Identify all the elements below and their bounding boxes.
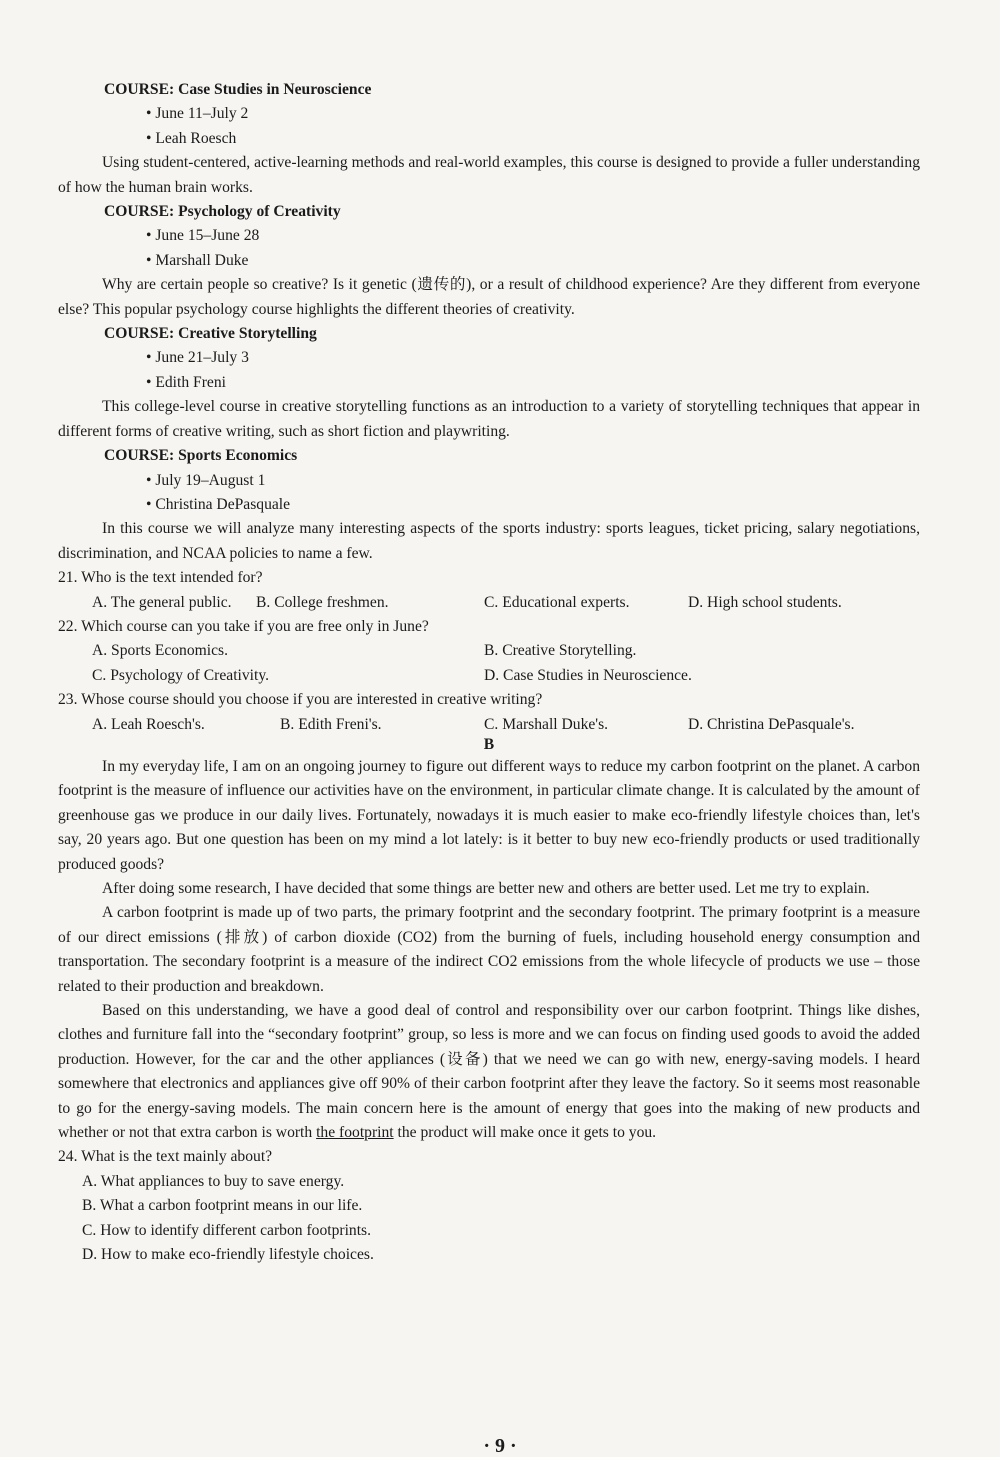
passage-text: Based on this understanding, we have a good deal of control and responsibility over our carbon footprint. Things like dishes, clothes and furniture fall into the “secondary footprint” group, so less is more and we can focus on finding used goods to avoid the added production. However, for the car and the other appliances (设备) that we need we can go with new, energy-saving models. I heard somewhere that electronics and appliances give off 90% of their carbon footprint after they leave the factory. So it seems most reasonable to go for the energy-saving models. The main concern here is the amount of energy that goes into the making of new products and whether or not that extra carbon is worth: [58, 1002, 920, 1142]
question-22-options: [92, 639, 920, 688]
section-heading: B: [483, 735, 495, 753]
option-a[interactable]: A. What appliances to buy to save energy.: [82, 1172, 345, 1190]
course-name: Sports Economics: [178, 447, 298, 465]
course-description: This college-level course in creative storytelling functions as an introduction to a variety of storytelling techniques that appear in different forms of creative writing, such as short fiction and playwriting.: [58, 398, 920, 440]
course-name: Psychology of Creativity: [178, 203, 341, 221]
option-a[interactable]: A. The general public.: [92, 593, 232, 611]
course-title: [104, 200, 920, 224]
passage-paragraph: In my everyday life, I am on an ongoing journey to figure out different ways to reduce my carbon footprint on the planet. A carbon footprint is the measure of influence our activities have on the environment, in particular climate change. It is calculated by the amount of greenhouse gas we produce in our daily lives. Fortunately, nowadays it is much easier to make eco-friendly lifestyle choices than, let's say, 20 years ago. But one question has been on my mind a lot lately: is it better to buy new eco-friendly products or used traditionally produced goods?: [58, 757, 920, 873]
passage-text: the product will make once it gets to you.: [397, 1124, 657, 1142]
passage-paragraph: A carbon footprint is made up of two parts, the primary footprint and the secondary footprint. The primary footprint is a measure of our direct emissions (排放) of carbon dioxide (CO2) from the burning of fuels, including household energy consumption and transportation. The secondary footprint is a measure of the indirect CO2 emissions from the whole lifecycle of products we use – those related to their production and breakdown.: [58, 904, 920, 995]
course-title: [104, 444, 920, 468]
course-teacher: • Marshall Duke: [146, 251, 249, 269]
course-teacher: • Christina DePasquale: [146, 495, 291, 513]
question-21-options: [92, 591, 920, 615]
option-d[interactable]: D. How to make eco-friendly lifestyle choices.: [82, 1246, 374, 1264]
option-a[interactable]: A. Sports Economics.: [92, 642, 229, 660]
course-date: • July 19–August 1: [146, 471, 266, 489]
question-23-options: [92, 713, 920, 737]
course-title: [104, 78, 920, 102]
option-d[interactable]: D. Christina DePasquale's.: [688, 715, 855, 733]
course-description: In this course we will analyze many interesting aspects of the sports industry: sports leagues, ticket pricing, salary negotiations, discrimination, and NCAA policies to name a few.: [58, 520, 920, 562]
option-b[interactable]: B. Creative Storytelling.: [484, 642, 637, 660]
underlined-phrase: the footprint: [316, 1124, 394, 1142]
course-teacher: • Edith Freni: [146, 373, 226, 391]
page-content: [58, 78, 920, 1268]
course-label: COURSE:: [104, 447, 175, 465]
option-b[interactable]: B. What a carbon footprint means in our life.: [82, 1197, 363, 1215]
option-b[interactable]: B. Edith Freni's.: [280, 715, 382, 733]
option-c[interactable]: C. How to identify different carbon footprints.: [82, 1221, 372, 1239]
course-date: • June 11–July 2: [146, 105, 249, 123]
question-21: 21. Who is the text intended for?: [58, 569, 263, 587]
course-description: Why are certain people so creative? Is it genetic (遗传的), or a result of childhood experience? Are they different from everyone else? This popular psychology course highlights the different theories of creativity.: [58, 276, 920, 318]
course-date: • June 21–July 3: [146, 349, 249, 367]
option-c[interactable]: C. Marshall Duke's.: [484, 715, 609, 733]
course-name: Creative Storytelling: [178, 325, 317, 343]
question-23: 23. Whose course should you choose if you are interested in creative writing?: [58, 691, 543, 709]
course-name: Case Studies in Neuroscience: [178, 81, 372, 98]
option-a[interactable]: A. Leah Roesch's.: [92, 715, 205, 733]
course-label: COURSE:: [104, 81, 175, 98]
course-label: COURSE:: [104, 325, 175, 343]
course-teacher: • Leah Roesch: [146, 129, 237, 147]
page-number: · 9 ·: [483, 1435, 517, 1457]
option-d[interactable]: D. High school students.: [688, 593, 842, 611]
course-description: Using student-centered, active-learning methods and real-world examples, this course is designed to provide a fuller understanding of how the human brain works.: [58, 154, 920, 196]
course-label: COURSE:: [104, 203, 175, 221]
course-date: • June 15–June 28: [146, 227, 260, 245]
option-c[interactable]: C. Educational experts.: [484, 593, 630, 611]
option-d[interactable]: D. Case Studies in Neuroscience.: [484, 666, 692, 684]
passage-paragraph: [58, 999, 920, 1145]
option-b[interactable]: B. College freshmen.: [256, 593, 389, 611]
option-c[interactable]: C. Psychology of Creativity.: [92, 666, 270, 684]
course-title: [104, 322, 920, 346]
question-22: 22. Which course can you take if you are free only in June?: [58, 617, 429, 635]
passage-paragraph: After doing some research, I have decided that some things are better new and others are better used. Let me try to explain.: [102, 880, 870, 897]
question-24: 24. What is the text mainly about?: [58, 1148, 273, 1166]
